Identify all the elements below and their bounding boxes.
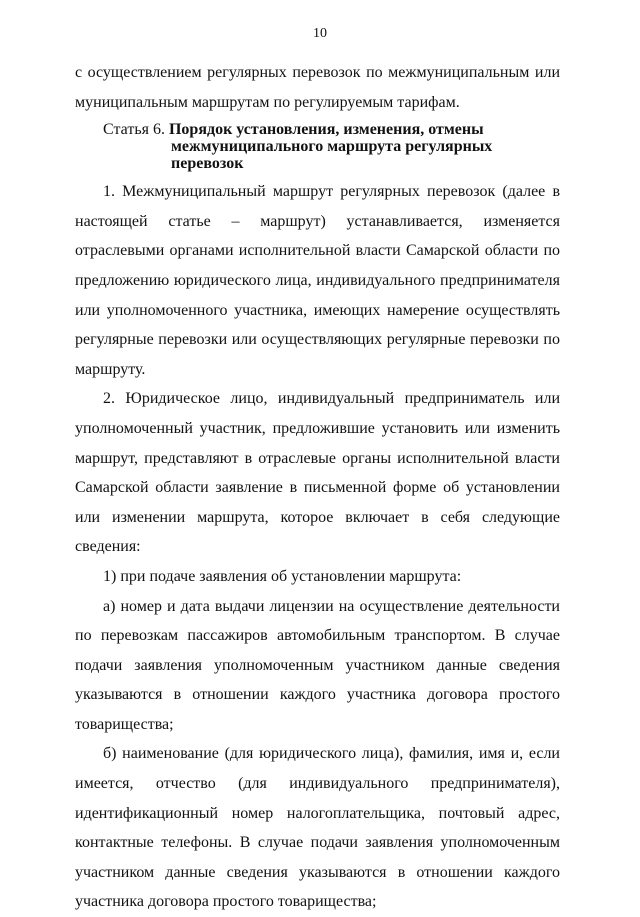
paragraph-1: 1. Межмуниципальный маршрут регулярных перевозок (далее в настоящей статье – маршрут) устанавливается, изменяется отраслевыми органами исполнительной власти Самарской области по предложению юридического лица, индивидуального предпринимателя или уполномоченного участника, имеющих намерение осуществлять регулярные перевозки или осуществляющих регулярные перевозки по маршруту. bbox=[75, 183, 560, 378]
paragraph-2-1: 1) при подаче заявления об установлении маршрута: bbox=[103, 567, 462, 585]
article-label: Статья 6. bbox=[103, 121, 165, 139]
document-body bbox=[75, 58, 560, 917]
article-heading bbox=[75, 121, 560, 172]
article-title-line1: Порядок установления, изменения, отмены bbox=[168, 121, 484, 139]
paragraph-2-1-a: а) номер и дата выдачи лицензии на осуществление деятельности по перевозкам пассажиров автомобильным транспортом. В случае подачи заявления уполномоченным участником данные сведения указываются в отношении каждого участника договора простого товарищества; bbox=[75, 597, 560, 733]
page-number: 10 bbox=[313, 26, 327, 41]
paragraph-intro: с осуществлением регулярных перевозок по межмуниципальным или муниципальным маршрутам по регулируемым тарифам. bbox=[75, 64, 560, 111]
paragraph-2: 2. Юридическое лицо, индивидуальный предприниматель или уполномоченный участник, предложившие установить или изменить маршрут, представляют в отраслевые органы исполнительной власти Самарской области заявление в письменной форме об установлении или изменении маршрута, которое включает в себя следующие сведения: bbox=[75, 390, 560, 556]
article-title-line2: межмуниципального маршрута регулярных перевозок bbox=[171, 138, 493, 173]
paragraph-2-1-b: б) наименование (для юридического лица), фамилия, имя и, если имеется, отчество (для индивидуального предпринимателя), идентификационный номер налогоплательщика, почтовый адрес, контактные телефоны. В случае подачи заявления уполномоченным участником данные сведения указываются в отношении каждого участника договора простого товарищества; bbox=[75, 745, 560, 911]
